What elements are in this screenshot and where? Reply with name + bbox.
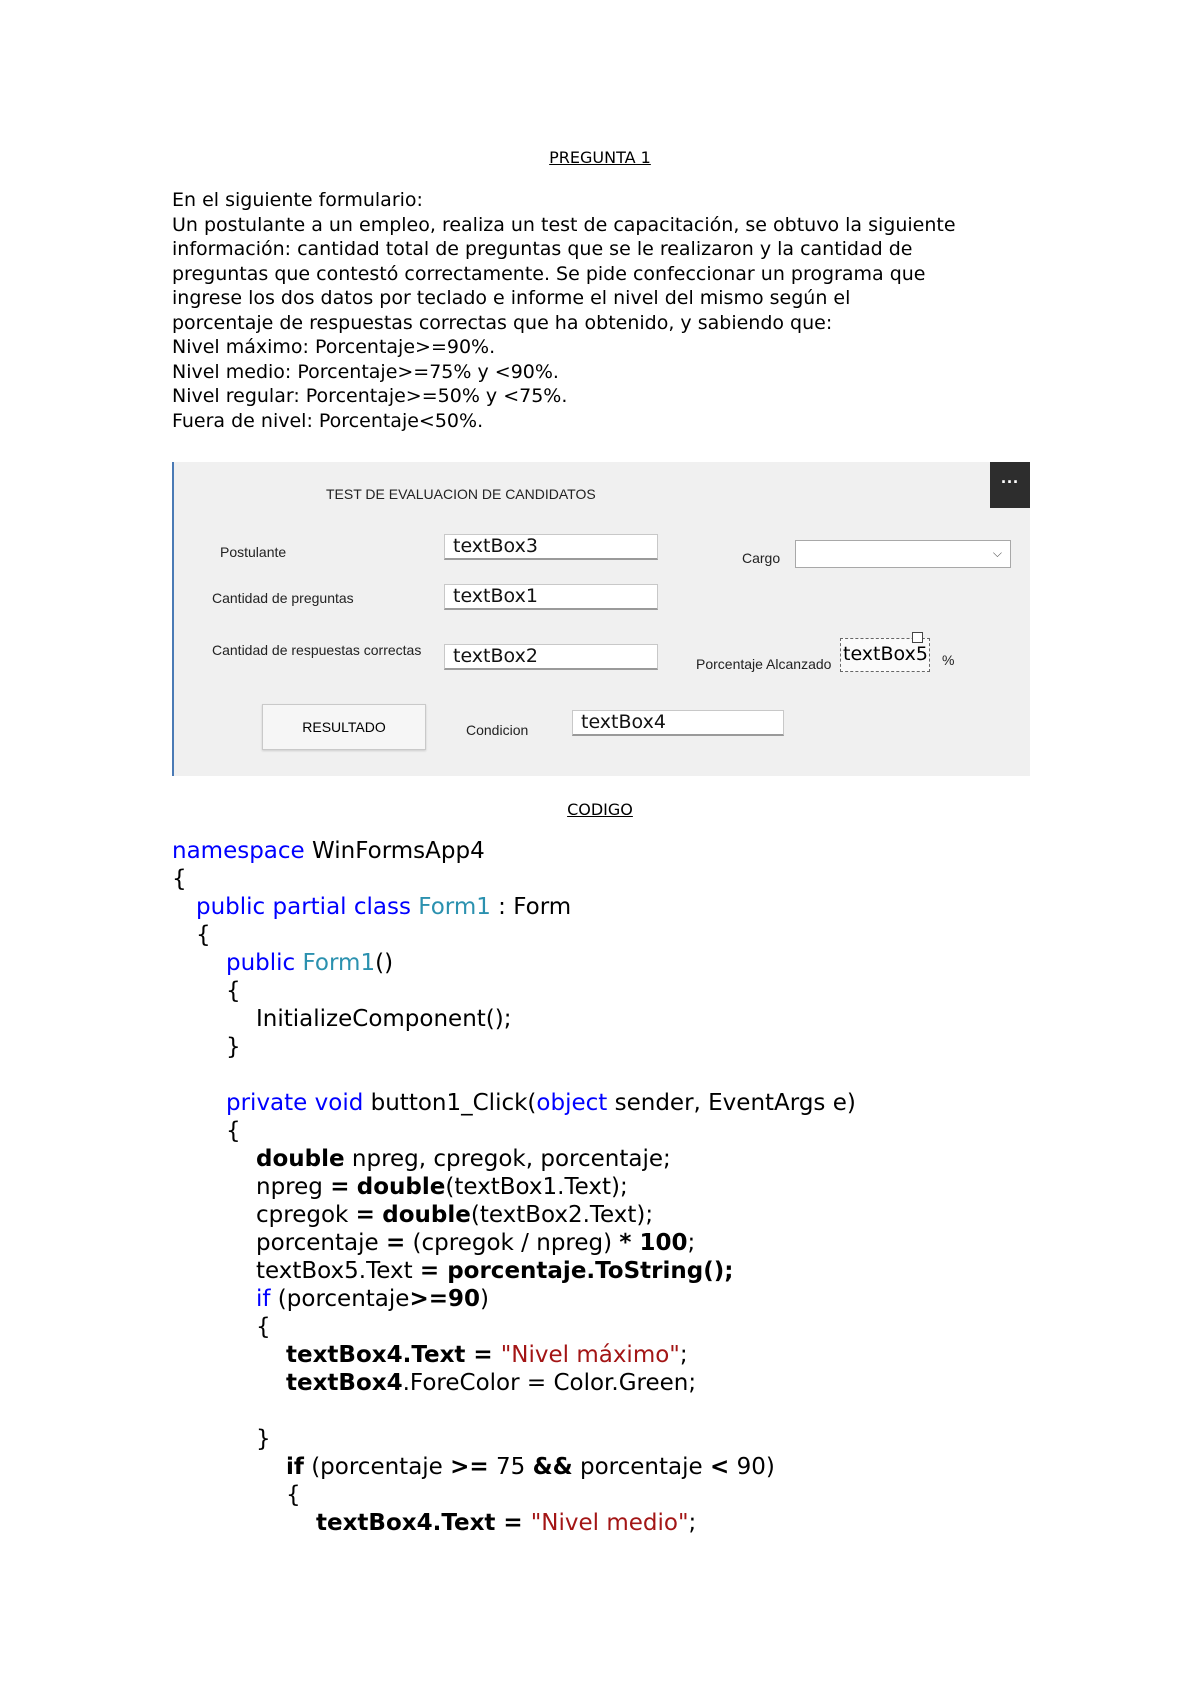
code-bold: double (382, 1202, 471, 1228)
preguntas-label: Cantidad de preguntas (212, 590, 354, 606)
code-bold: * 100 (619, 1230, 688, 1256)
intro-line: Nivel regular: Porcentaje>=50% y <75%. (172, 385, 568, 407)
code-line (286, 1342, 688, 1370)
intro-line: ingrese los dos datos por teclado e informe el nivel del mismo según el (172, 287, 851, 309)
intro-line: Nivel máximo: Porcentaje>=90%. (172, 336, 496, 358)
percent-sign: % (942, 652, 955, 668)
condicion-input[interactable]: textBox4 (572, 710, 784, 736)
code-line: { (226, 1118, 241, 1144)
code-text: button1_Click( (363, 1090, 537, 1116)
form-title: TEST DE EVALUACION DE CANDIDATOS (326, 486, 596, 502)
code-line (256, 1286, 489, 1314)
code-keyword: public partial class (196, 894, 411, 920)
code-text: (porcentaje (270, 1286, 410, 1312)
postulante-input[interactable]: textBox3 (444, 534, 658, 560)
code-bold: if (286, 1454, 304, 1480)
code-line (286, 1454, 775, 1482)
code-bold: textBox4 (286, 1370, 403, 1396)
code-line (316, 1510, 696, 1538)
code-bold: = (330, 1174, 350, 1200)
cargo-label: Cargo (742, 550, 781, 566)
intro-line: En el siguiente formulario: (172, 189, 423, 211)
code-text: () (375, 950, 394, 976)
code-text: .ForeColor = Color.Green; (402, 1370, 697, 1396)
code-text: WinFormsApp4 (304, 838, 485, 864)
code-line (256, 1258, 733, 1286)
code-bold: >=90 (409, 1286, 480, 1312)
code-text: ; (679, 1342, 688, 1368)
code-line (256, 1202, 653, 1230)
code-bold: = porcentaje.ToString(); (419, 1258, 734, 1284)
intro-line: Fuera de nivel: Porcentaje<50%. (172, 409, 484, 432)
code-line: { (286, 1482, 301, 1508)
code-line: { (196, 922, 211, 948)
code-text: (porcentaje (303, 1454, 451, 1480)
code-line (256, 1146, 671, 1174)
code-title: CODIGO (567, 800, 633, 819)
code-bold: textBox4.Text = (286, 1342, 501, 1368)
code-text: npreg (256, 1174, 331, 1200)
code-text: textBox5.Text (256, 1258, 420, 1284)
code-bold: = (385, 1230, 406, 1256)
code-line (226, 950, 393, 978)
code-bold: >= (450, 1454, 489, 1480)
code-text: 90) (729, 1454, 775, 1480)
code-keyword: public (226, 950, 296, 976)
intro-line: Nivel medio: Porcentaje>=75% y <90%. (172, 360, 559, 383)
code-keyword: object (536, 1090, 608, 1116)
code-line: { (226, 978, 241, 1004)
code-line: } (256, 1426, 271, 1452)
code-line (196, 894, 571, 922)
porcentaje-value: textBox5 (843, 643, 928, 665)
correctas-label: Cantidad de respuestas correctas (212, 642, 422, 658)
code-text: sender, EventArgs e) (607, 1090, 856, 1116)
more-options-button[interactable]: ··· (990, 462, 1030, 508)
code-text: 75 (488, 1454, 533, 1480)
condicion-label: Condicion (466, 722, 529, 738)
code-line: { (256, 1314, 271, 1340)
chevron-down-icon: ⌵ (992, 546, 1002, 560)
code-bold: textBox4.Text = (316, 1510, 531, 1536)
code-text (349, 1174, 356, 1200)
intro-line: porcentaje de respuestas correctas que ha obtenido, y sabiendo que: (172, 311, 833, 334)
code-type: Form1 (302, 950, 376, 976)
code-string: "Nivel medio" (530, 1510, 689, 1536)
code-text: ) (480, 1286, 489, 1312)
code-bold: && (532, 1454, 573, 1480)
resize-handle-icon[interactable] (912, 632, 923, 643)
code-bold: double (256, 1146, 345, 1172)
intro-line: preguntas que contestó correctamente. Se pide confeccionar un programa que (172, 262, 926, 285)
code-text: ; (688, 1510, 697, 1536)
code-text: cpregok (256, 1202, 356, 1228)
code-text: (cpregok / npreg) (405, 1230, 620, 1256)
code-text: porcentaje (572, 1454, 710, 1480)
code-type: Form1 (418, 894, 491, 920)
code-keyword: private void (226, 1090, 364, 1116)
code-line (226, 1090, 856, 1118)
cargo-dropdown[interactable] (795, 540, 1011, 568)
code-string: "Nivel máximo" (500, 1342, 680, 1368)
code-bold: < (709, 1454, 730, 1480)
code-line: InitializeComponent(); (256, 1006, 512, 1032)
code-text: ; (687, 1230, 696, 1256)
code-line (256, 1230, 695, 1258)
porcentaje-input[interactable] (840, 638, 930, 672)
code-line: } (226, 1034, 241, 1060)
code-line (286, 1370, 696, 1398)
porcentaje-label: Porcentaje Alcanzado (696, 656, 832, 672)
code-text: (textBox2.Text); (470, 1202, 654, 1228)
code-text: (textBox1.Text); (445, 1174, 628, 1200)
code-line (172, 838, 485, 866)
code-keyword: if (256, 1286, 271, 1312)
code-line: { (172, 866, 187, 892)
resultado-button[interactable]: RESULTADO (262, 704, 426, 750)
preguntas-input[interactable]: textBox1 (444, 584, 658, 610)
code-text: npreg, cpregok, porcentaje; (344, 1146, 671, 1172)
question-title: PREGUNTA 1 (549, 148, 651, 167)
code-keyword: namespace (172, 838, 305, 864)
code-text (295, 950, 302, 976)
intro-line: Un postulante a un empleo, realiza un test de capacitación, se obtuvo la siguiente (172, 213, 956, 236)
code-text: : Form (490, 894, 572, 920)
winforms-screenshot (172, 462, 1030, 776)
code-bold: = (355, 1202, 375, 1228)
code-text: porcentaje (256, 1230, 386, 1256)
intro-line: información: cantidad total de preguntas que se le realizaron y la cantidad de (172, 238, 913, 260)
code-bold: double (356, 1174, 446, 1200)
intro-text (172, 188, 1052, 433)
correctas-input[interactable]: textBox2 (444, 644, 658, 670)
postulante-label: Postulante (220, 544, 287, 560)
code-line (256, 1174, 628, 1202)
